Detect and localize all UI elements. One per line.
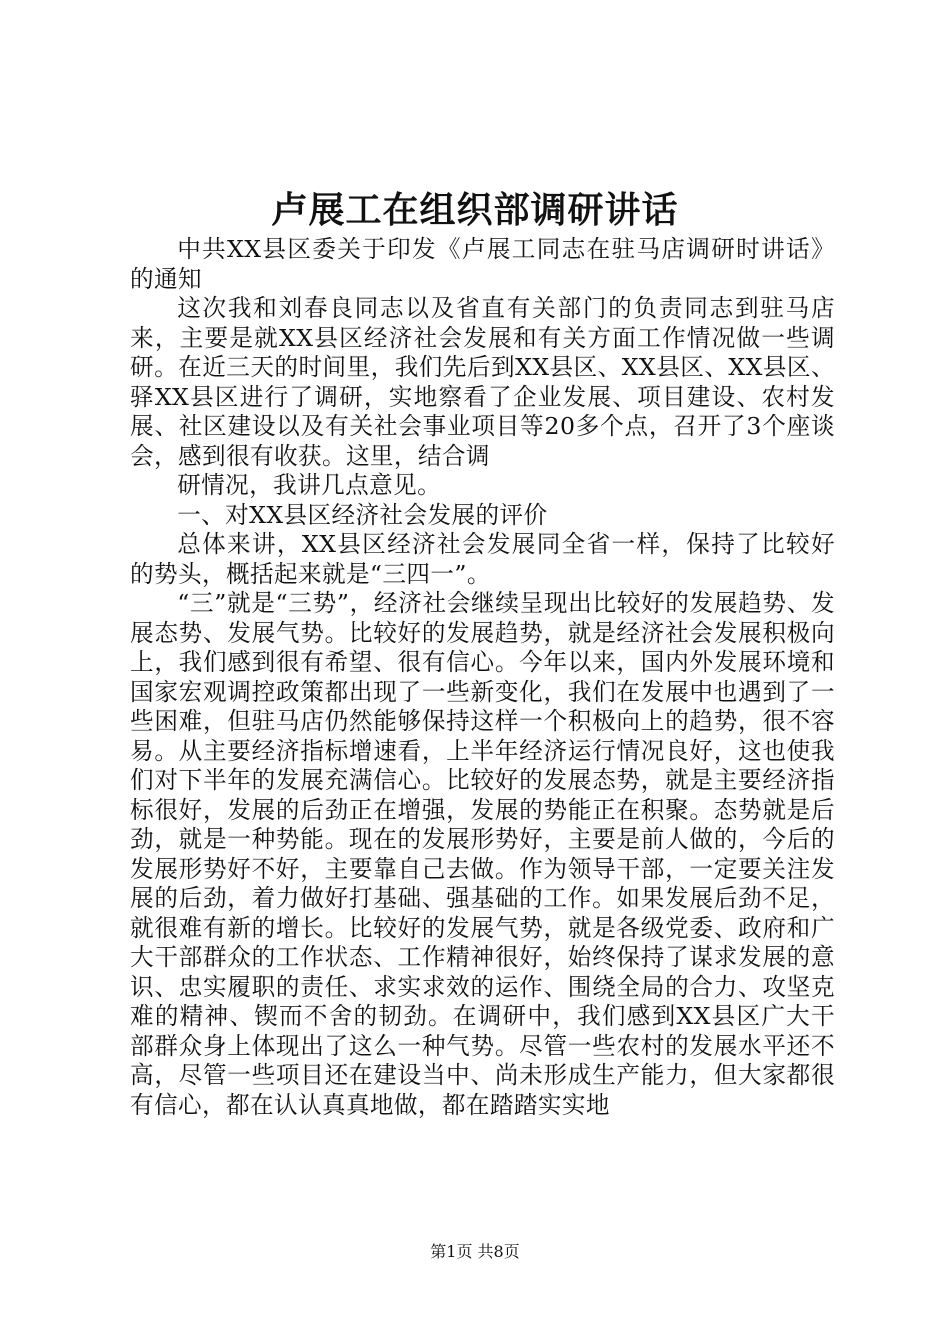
paragraph: 研情况，我讲几点意见。 <box>177 471 442 499</box>
document-body <box>130 235 835 1120</box>
paragraph: 这次我和刘春良同志以及省直有关部门的负责同志到驻马店来，主要是就XX县区经济社会发展和有关方面工作情况做一些调研。在近三天的时间里，我们先后到XX县区、XX县区、XX县区、驿XX县区进行了调研，实地察看了企业发展、项目建设、农村发展、社区建设以及有关社会事业项目等20多个点，召开了3个座谈会，感到很有收获。这里，结合调 <box>130 294 835 470</box>
page-title: 卢展工在组织部调研讲话 <box>271 189 679 231</box>
paragraph: 中共XX县区委关于印发《卢展工同志在驻马店调研时讲话》的通知 <box>130 235 835 293</box>
section-heading: 一、对XX县区经济社会发展的评价 <box>177 500 548 529</box>
paragraph: 总体来讲，XX县区经济社会发展同全省一样，保持了比较好的势头，概括起来就是“三四一”。 <box>130 530 835 588</box>
page-footer: 第1页 共8页 <box>430 1242 520 1261</box>
paragraph: “三”就是“三势”，经济社会继续呈现出比较好的发展趋势、发展态势、发展气势。比较好的发展趋势，就是经济社会发展积极向上，我们感到很有希望、很有信心。今年以来，国内外发展环境和国家宏观调控政策都出现了一些新变化，我们在发展中也遇到了一些困难，但驻马店仍然能够保持这样一个积极向上的趋势，很不容易。从主要经济指标增速看，上半年经济运行情况良好，这也使我们对下半年的发展充满信心。比较好的发展态势，就是主要经济指标很好，发展的后劲正在增强，发展的势能正在积聚。态势就是后劲，就是一种势能。现在的发展形势好，主要是前人做的，今后的发展形势好不好，主要靠自己去做。作为领导干部，一定要关注发展的后劲，着力做好打基础、强基础的工作。如果发展后劲不足，就很难有新的增长。比较好的发展气势，就是各级党委、政府和广大干部群众的工作状态、工作精神很好，始终保持了谋求发展的意识、忠实履职的责任、求实求效的运作、围绕全局的合力、攻坚克难的精神、锲而不舍的韧劲。在调研中，我们感到XX县区广大干部群众身上体现出了这么一种气势。尽管一些农村的发展水平还不高，尽管一些项目还在建设当中、尚未形成生产能力，但大家都很有信心，都在认认真真地做，都在踏踏实实地 <box>130 589 835 1119</box>
